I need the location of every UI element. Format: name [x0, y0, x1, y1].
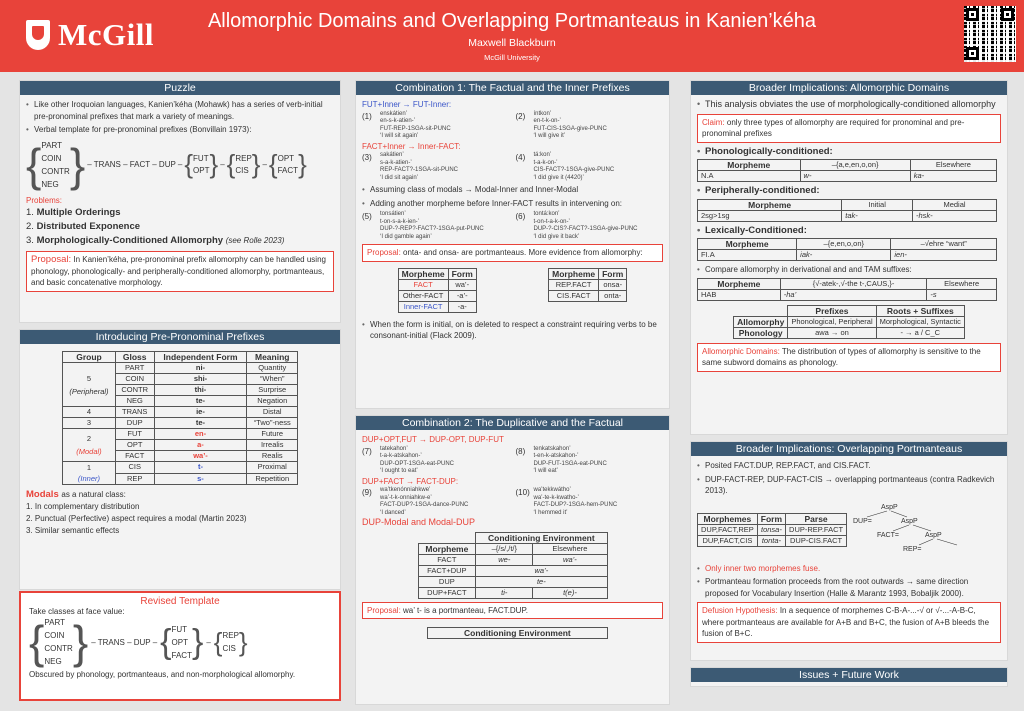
problem-item: 1. Multiple Orderings [26, 207, 121, 218]
svg-text:DUP=: DUP= [853, 517, 872, 525]
template-diagram: { PART COIN CONTR NEG } – TRANS – FACT – DUP – { FUT OPT } – { REP CIS } – { OPT FACT } [26, 138, 307, 191]
proposal-box: Proposal: In Kanien’kéha, pre-pronominal prefix allomorphy can be handled using phonology, phonologically- and peripherally-conditioned allomorphy, portmanteaus, and basic concatenative morphology. [26, 251, 334, 292]
proposal-box: Proposal: wa’ t- is a portmanteau, FACT.DUP. [362, 602, 663, 620]
portmanteau-table: Morpheme Form REP.FACT onsa- CIS.FACT onta- [548, 268, 627, 302]
dup-fact-table: Conditioning Environment Morpheme –{/s/,/t/} Elsewhere FACT we- wa’- FACT+DUP wa’- DUP te- DUP+FACT ti- t(e)- [418, 532, 608, 599]
svg-text:FACT=: FACT= [877, 531, 900, 539]
puzzle-section [19, 80, 341, 323]
allomorphic-domains-section: Broader Implications: Allomorphic Domains • This analysis obviates the use of morphologically-conditioned allomorphy Claim: only three types of allomorphy are required for pronominal and pre-pronominal prefixes • Phonologically-conditioned: Morpheme –{a,e,en,o,on} Elsewhere N.A w- ka- • Peripherally-conditioned: Morpheme Initial Medial 2sg>1sg tak- -hsk- • Lexically-Conditioned: Morpheme –{e,en,o,on} –√ehre “want” FI.A iak- ien- • Compare allomorphy in derivational and and TAM suffixes: Morpheme {√-atek-,√-the t-,CAUS,}- Elsewhere HAB -ha’ -s Prefixes Roots + Suffixes Allomorphy Phonological, Peripheral Morphological, Syntactic Phonology awa → on - → a / C_C Allomorphic Domains: The distribution of types of allomorphy is sensitive to the same subword domains as phonology. [690, 80, 1008, 435]
poster-header [0, 0, 1024, 72]
svg-text:AspP: AspP [925, 531, 942, 539]
logo-text: McGill [58, 17, 154, 52]
issues-section [690, 667, 1008, 687]
overlapping-portmanteaus-section: Broader Implications: Overlapping Portmanteaus • Posited FACT.DUP, REP.FACT, and CIS.FACT. • DUP-FACT-REP, DUP-FACT-CIS → overlapping portmanteaus (contra Radkevich 2013). Morphemes Form Parse DUP,FACT,REP tonsa- DUP-REP.FACT DUP,FACT,CIS tonta- DUP-CIS.FACT AspP DUP= AspP FACT= AspP REP= • Only inner two morphemes fuse. • Portmanteau formation proceeds from the root outwards → same direction proposed for Vocabulary Insertion (Halle & Marantz 1993, Bobaljik 2000). Defusion Hypothesis: In a sequence of morphemes C-B-A-...-√ or √-...-A-B-C, where portmanteaus are available for A+B and B+C, the fusion of A+B bleeds the fusion of B+C. [690, 441, 1008, 661]
svg-text:AspP: AspP [881, 503, 898, 511]
author: Maxwell Blackburn [468, 37, 556, 49]
problem-item: 3. Morphologically-Conditioned Allomorphy (see Rolle 2023) [26, 235, 285, 246]
svg-text:REP=: REP= [903, 545, 922, 553]
section-heading: Issues + Future Work [691, 668, 1007, 682]
proposal-box: Proposal: onta- and onsa- are portmanteaus. More evidence from allomorphy: [362, 244, 663, 262]
section-heading: Introducing Pre-Pronominal Prefixes [20, 330, 340, 344]
section-heading: Broader Implications: Allomorphic Domains [691, 81, 1007, 95]
revised-template-box: Revised Template Take classes at face value: { PART COIN CONTR NEG } – TRANS – DUP – { FUT OPT FACT } – { REP CIS } Obscured by phonology, portmanteaus, and non-morphological allomorphy. [19, 591, 341, 701]
syntax-tree [853, 501, 977, 559]
puzzle-bullet: • Like other Iroquoian languages, Kanien’kéha (Mohawk) has a series of verb-initial pre-pronominal prefixes that mark a variety of meanings. [26, 99, 334, 122]
intro-section: Introducing Pre-Pronominal Prefixes Group Gloss Independent Form Meaning 5 (Peripheral) PART ni- Quantity COIN shi- “When” CONTR thi- Surprise NEG te- Negation 4 TRANS ie- Distal 3 DUP te- “Two”-ness 2 (Modal) FUT en- Future OPT a- Irrealis FACT wa’- Realis 1 (Inner) CIS t- Proximal REP s- Repetition Modals as a natural class: 1. In complementary distribution 2. Punctual (Perfective) aspect requires a modal (Martin 2023) 3. Similar semantic effects [19, 329, 341, 590]
revised-footer: Obscured by phonology, portmanteaus, and non-morphological allomorphy. [29, 670, 296, 679]
problem-item: 2. Distributed Exponence [26, 221, 141, 232]
prefix-table: Group Gloss Independent Form Meaning 5 (Peripheral) PART ni- Quantity COIN shi- “When” CONTR thi- Surprise NEG te- Negation 4 TRANS ie- Distal 3 DUP te- “Two”-ness 2 (Modal) FUT en- Future OPT a- Irrealis FACT wa’- Realis 1 (Inner) CIS t- Proximal REP s- Repetition [62, 351, 298, 485]
problems-label: Problems: [26, 195, 63, 205]
poster-title: Allomorphic Domains and Overlapping Portmanteaus in Kanien’kéha [207, 10, 817, 32]
section-heading: Broader Implications: Overlapping Portmanteaus [691, 442, 1007, 456]
revised-heading: Revised Template [140, 596, 220, 607]
svg-text:AspP: AspP [901, 517, 918, 525]
comparison-table: Prefixes Roots + Suffixes Allomorphy Phonological, Peripheral Morphological, Syntactic Phonology awa → on - → a / C_C [733, 305, 965, 339]
section-heading: Combination 1: The Factual and the Inner Prefixes [356, 81, 669, 95]
overlap-table: Morphemes Form Parse DUP,FACT,REP tonsa- DUP-REP.FACT DUP,FACT,CIS tonta- DUP-CIS.FACT [697, 513, 847, 547]
combination-1-section: Combination 1: The Factual and the Inner Prefixes FUT+Inner → FUT-Inner: (1) enskátien’ en-s-k-atien-’ FUT-REP-1SGA-sit-PUNC ‘I will sit again’ (2) íntkon’ en-t-k-on-’ FUT-CIS-1SGA-give-PUNC ‘I will give it’ FACT+Inner → Inner-FACT: (3) sakátien’ s-a-k-atien-’ REP-FACT?-1SGA-sit-PUNC ‘I did sit again’ (4) tá:kon’ t-a-k-on-’ CIS-FACT?-1SGA-give-PUNC ‘I did give it (4420)’ • Assuming class of modals → Modal-Inner and Inner-Modal • Adding another morpheme before Inner-FACT results in intervening on: (5) tonsátien’ t-on-s-a-k-ien-’ DUP-?-REP?-FACT?-1SGA-put-PUNC ‘I did gamble again’ (6) tontá:kon’ t-on-t-a-k-on-’ DUP-?-CIS?-FACT?-1SGA-give-PUNC ‘I did give it back’ Proposal: onta- and onsa- are portmanteaus. More evidence from allomorphy: Morpheme Form FACT wa’- Other-FACT -a’- Inner-FACT -a- Morpheme Form REP.FACT onsa- CIS.FACT onta- • When the form is initial, on is deleted to respect a constraint requiring verbs to be consonant-initial (Flack 2009). [355, 80, 670, 409]
section-heading: Puzzle [20, 81, 340, 95]
fact-allomorph-table: Morpheme Form FACT wa’- Other-FACT -a’- Inner-FACT -a- [398, 268, 477, 313]
affiliation: McGill University [484, 53, 540, 62]
revised-template-diagram: { PART COIN CONTR NEG } – TRANS – DUP – { FUT OPT FACT } – { REP CIS } [29, 616, 248, 668]
qr-code-icon [964, 6, 1016, 62]
combination-2-section: Combination 2: The Duplicative and the Factual DUP+OPT,FUT → DUP-OPT, DUP-FUT (7) tatekahon’ t-a-k-atskahon-’ DUP-OPT-1SGA-eat-PUNC ‘I ought to eat’ (8) tenkatskahon’ t-en-k-atskahon-’ DUP-FUT-1SGA-eat-PUNC ‘I will eat’ DUP+FACT → FACT-DUP: (9) wa’tkenónniahkwe’ wa’-t-k-onniahkw-e’ FACT-DUP?-1SGA-dance-PUNC ‘I danced’ (10) wa’tekkwátho’ wa’-te-k-kwatho-’ FACT-DUP?-1SGA-hem-PUNC ‘I hemmed it’ DUP-Modal and Modal-DUP Conditioning Environment Morpheme –{/s/,/t/} Elsewhere FACT we- wa’- FACT+DUP wa’- DUP te- DUP+FACT ti- t(e)- Proposal: wa’ t- is a portmanteau, FACT.DUP. Conditioning Environment [355, 415, 670, 705]
section-heading: Combination 2: The Duplicative and the Factual [356, 416, 669, 430]
puzzle-bullet: • Verbal template for pre-pronominal prefixes (Bonvillain 1973): [26, 124, 334, 136]
